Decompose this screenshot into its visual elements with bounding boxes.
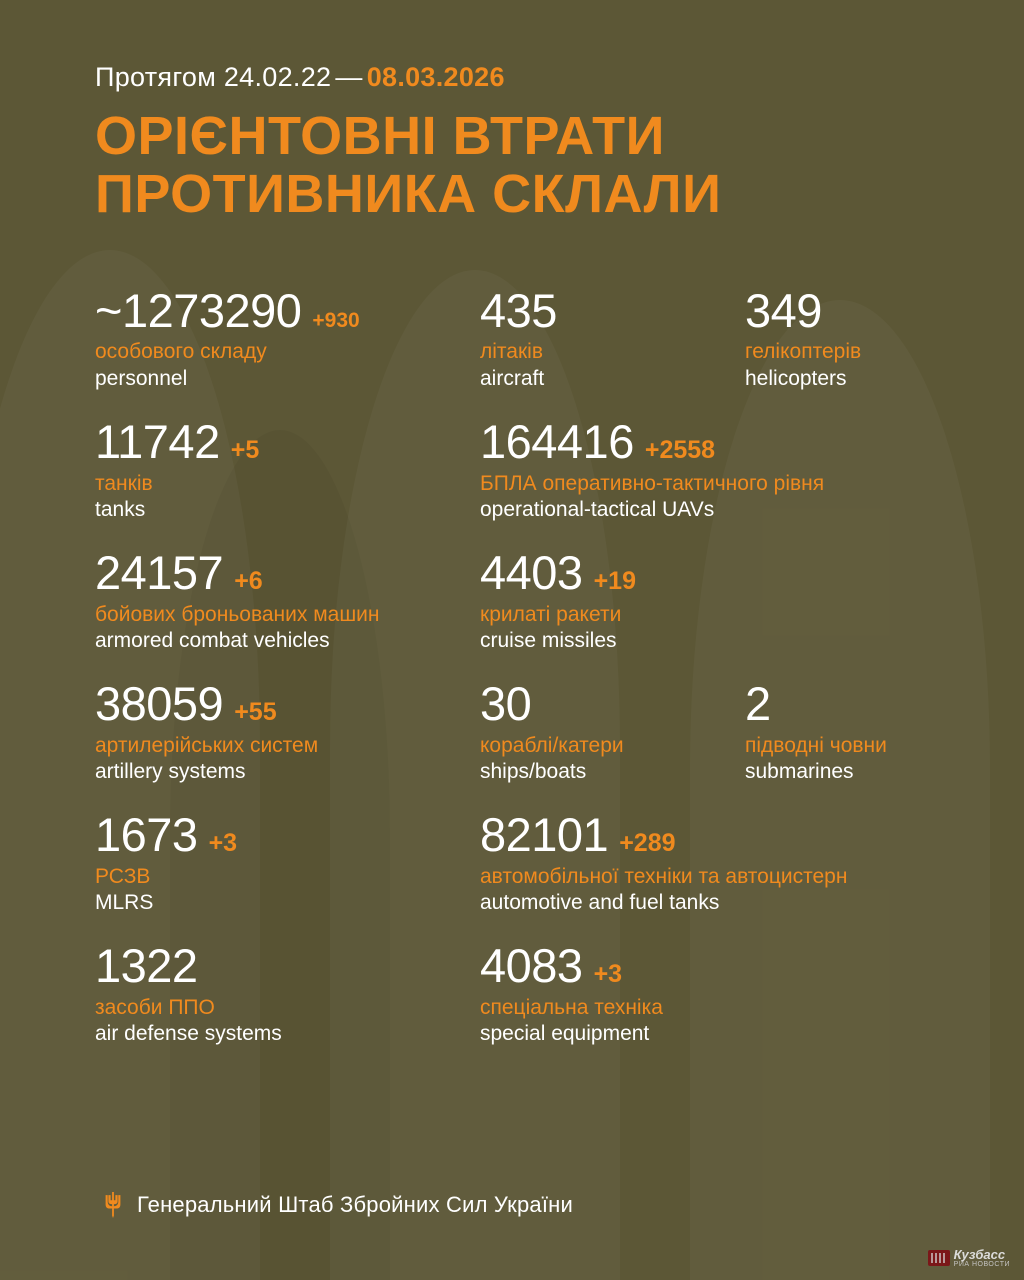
stat-value: 24157	[95, 545, 224, 599]
stat-ships-boats	[480, 679, 745, 810]
stat-value-row	[95, 545, 480, 599]
stat-value: 1673	[95, 808, 198, 862]
stat-delta: +3	[208, 829, 238, 858]
stat-value-row	[95, 810, 480, 861]
stat-value-row	[95, 283, 480, 337]
stat-value: 38059	[95, 677, 224, 730]
period-end-date: 08.03.2026	[366, 62, 505, 92]
stat-cruise-missiles	[480, 545, 934, 679]
stat-delta: +55	[234, 698, 277, 726]
stat-value-row	[95, 679, 480, 730]
stat-delta: +6	[234, 566, 263, 595]
stat-label-ua: літаків	[480, 340, 543, 364]
stat-label-ua: бойових броньованих машин	[95, 602, 380, 626]
stat-value: 349	[745, 283, 822, 337]
stat-mlrs	[95, 810, 480, 941]
stat-delta: +3	[593, 960, 623, 989]
stat-label-en: artillery systems	[95, 759, 246, 783]
stat-label-en: air defense systems	[95, 1022, 282, 1046]
title-line-2: ПРОТИВНИКА СКЛАЛИ	[95, 164, 722, 225]
watermark-badge-icon	[928, 1250, 950, 1266]
stat-delta: +2558	[644, 435, 716, 464]
page-title	[95, 107, 934, 224]
stat-value: 2	[745, 677, 771, 730]
stat-delta: +289	[619, 829, 676, 858]
stat-value: 11742	[95, 414, 220, 468]
footer-text: Генеральний Штаб Збройних Сил України	[137, 1192, 573, 1217]
title-line-1: ОРІЄНТОВНІ ВТРАТИ	[95, 106, 665, 166]
stat-automotive-and-fuel-tanks	[480, 810, 934, 941]
stat-value-row	[480, 414, 934, 468]
trident-icon	[103, 1192, 123, 1218]
stat-label-ua: підводні човни	[745, 733, 887, 757]
stat-label-ua: автомобільної техніки та автоцистерн	[480, 864, 848, 888]
stat-label-en: armored combat vehicles	[95, 628, 330, 652]
period-start: Протягом 24.02.22	[95, 62, 332, 92]
stat-label-en: MLRS	[95, 891, 154, 915]
period-dash: —	[335, 62, 363, 92]
stat-tanks	[95, 414, 480, 548]
losses-stats-grid	[95, 283, 934, 1073]
stat-label-ua: кораблі/катери	[480, 733, 624, 757]
stat-special-equipment	[480, 941, 934, 1072]
stat-value: 82101	[480, 808, 609, 862]
stat-label-ua: особового складу	[95, 340, 267, 364]
stat-value-row	[745, 283, 934, 337]
stat-value-row	[95, 414, 480, 468]
stat-label-en: submarines	[745, 759, 854, 783]
watermark	[928, 1248, 1010, 1268]
stat-value: 4083	[480, 939, 583, 993]
stat-value-row	[745, 679, 934, 730]
stat-value-row	[480, 810, 934, 861]
stat-armored-combat-vehicles	[95, 545, 480, 679]
stat-value: 30	[480, 677, 532, 730]
watermark-text	[954, 1248, 1010, 1268]
footer-attribution	[103, 1192, 573, 1218]
stat-label-ua: гелікоптерів	[745, 340, 862, 364]
stat-value-row	[480, 283, 745, 337]
stat-label-ua: крилаті ракети	[480, 602, 622, 626]
stat-delta: +19	[593, 566, 636, 595]
watermark-sub: РИА НОВОСТИ	[953, 1261, 1010, 1268]
stat-value: 164416	[480, 414, 634, 468]
stat-delta: +5	[230, 435, 260, 464]
stat-uavs	[480, 414, 934, 548]
stat-label-ua: БПЛА оперативно-тактичного рівня	[480, 471, 825, 495]
stat-submarines	[745, 679, 934, 810]
watermark-main: Кузбасс	[953, 1247, 1006, 1262]
stat-label-en: automotive and fuel tanks	[480, 891, 720, 915]
stat-personnel	[95, 283, 480, 417]
stat-value: ~1273290	[95, 283, 302, 337]
stat-label-en: personnel	[95, 366, 188, 390]
stat-value: 1322	[95, 939, 198, 993]
stat-value: 4403	[480, 545, 583, 599]
stat-label-ua: танків	[95, 471, 153, 495]
stat-label-ua: спеціальна техніка	[480, 996, 663, 1019]
stat-label-en: ships/boats	[480, 759, 587, 783]
stat-value-row	[480, 941, 934, 992]
stat-value-row	[95, 941, 480, 992]
stat-label-ua: РСЗВ	[95, 864, 151, 888]
stat-value-row	[480, 679, 745, 730]
stat-value: 435	[480, 283, 557, 337]
stat-label-en: helicopters	[745, 366, 847, 390]
stat-artillery-systems	[95, 679, 480, 810]
stat-label-en: aircraft	[480, 366, 545, 390]
stat-label-ua: засоби ППО	[95, 996, 215, 1019]
stat-label-en: cruise missiles	[480, 628, 617, 652]
stat-label-en: tanks	[95, 497, 146, 521]
stat-label-ua: артилерійських систем	[95, 733, 319, 757]
stat-air-defense-systems	[95, 941, 480, 1072]
stat-label-en: special equipment	[480, 1022, 650, 1046]
stat-aircraft	[480, 283, 745, 417]
stat-delta: +930	[312, 308, 360, 332]
stat-value-row	[480, 545, 934, 599]
stat-helicopters	[745, 283, 934, 417]
stat-label-en: operational-tactical UAVs	[480, 497, 715, 521]
reporting-period	[95, 62, 934, 93]
